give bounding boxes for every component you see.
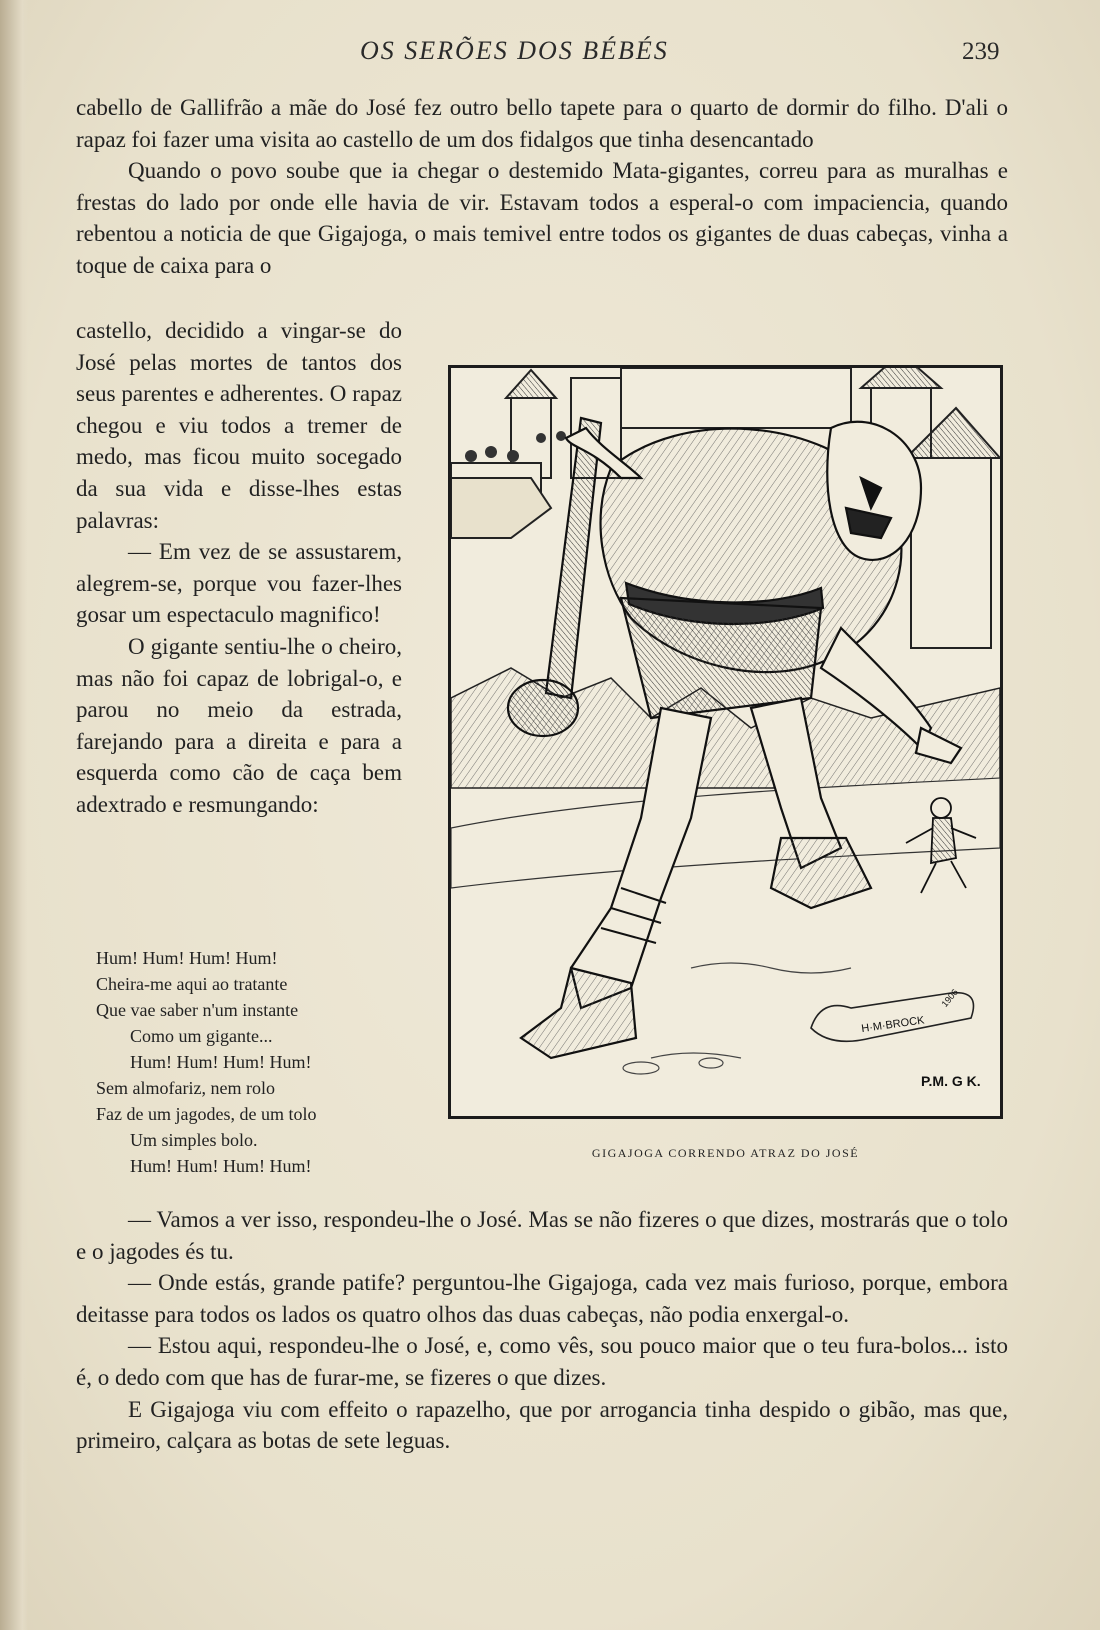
narrow-column-text	[76, 315, 402, 821]
paragraph-8: E Gigajoga viu com effeito o rapazelho, que por arrogancia tinha despido o gibão, mas que, primeiro, calçara as botas de sete leguas.	[76, 1396, 1008, 1454]
paragraph-7: — Estou aqui, respondeu-lhe o José, e, como vês, sou pouco maior que o teu fura-bolos... isto é, o dedo com que has de furar-me, se fizeres o que dizes.	[76, 1333, 1008, 1390]
banner-signature: H·M·BROCK	[860, 1014, 926, 1036]
verse-line: Hum! Hum! Hum! Hum!	[96, 948, 278, 968]
paragraph-2: Quando o povo soube que ia chegar o destemido Mata-gigantes, correu para as muralhas e frestas do lado por onde elle havia de vir. Estavam todos a esperal-o com impaciencia, quando rebentou a noticia de que Gigajoga, o mais temivel entre todos os gigantes de duas cabeças, vinha a toque de caixa para o	[76, 158, 1008, 278]
engraver-monogram: P.M. G K.	[921, 1073, 981, 1089]
verse-line: Hum! Hum! Hum! Hum!	[130, 1156, 312, 1176]
top-text-block	[76, 92, 1008, 282]
running-title: OS SERÕES DOS BÉBÉS	[360, 36, 669, 65]
verse-line: Hum! Hum! Hum! Hum!	[130, 1052, 312, 1072]
road	[451, 778, 1000, 888]
banner-year: 1906	[939, 987, 961, 1009]
illustration-caption: GIGAJOGA CORRENDO ATRAZ DO JOSÉ	[591, 1146, 860, 1160]
paragraph-6: — Onde estás, grande patife? perguntou-lhe Gigajoga, cada vez mais furioso, porque, embora deitasse para todos os lados os quatro olhos das duas cabeças, não podia enxergal-o.	[76, 1270, 1008, 1327]
verse-line: Que vae saber n'um instante	[96, 1000, 299, 1020]
paragraph-3: — Em vez de se assustarem, alegrem-se, porque vou fazer-lhes gosar um espectaculo magnifico!	[76, 539, 402, 628]
paragraph-2-continued: castello, decidido a vingar-se do José pelas mortes de tantos dos seus parentes e adherentes. O rapaz chegou e viu todos a tremer de medo, mas ficou muito socegado da sua vida e disse-lhes estas palavras:	[76, 318, 402, 533]
verse-line: Sem almofariz, nem rolo	[96, 1078, 275, 1098]
verse-line: Faz de um jagodes, de um tolo	[96, 1104, 317, 1124]
paragraph-1: cabello de Gallifrão a mãe do José fez outro bello tapete para o quarto de dormir do filho. D'ali o rapaz foi fazer uma visita ao castello de um dos fidalgos que tinha desencantado	[76, 95, 1008, 152]
giant-illustration	[448, 365, 1003, 1119]
bottom-text-block	[76, 1204, 1008, 1457]
paragraph-4: O gigante sentiu-lhe o cheiro, mas não foi capaz de lobrigal-o, e parou no meio da estrada, farejando para a direita e para a esquerda como cão de caça bem adextrado e resmungando:	[76, 633, 402, 817]
giant-engraving	[451, 368, 1000, 1116]
paragraph-5: — Vamos a ver isso, respondeu-lhe o José. Mas se não fizeres o que dizes, mostrarás que o tolo e o jagodes és tu.	[76, 1207, 1008, 1264]
signature-banner	[811, 987, 974, 1041]
giant-verse	[96, 945, 416, 1179]
verse-line: Como um gigante...	[130, 1026, 273, 1046]
page-number: 239	[962, 38, 1000, 65]
verse-line: Um simples bolo.	[130, 1130, 258, 1150]
binding-gutter	[0, 0, 28, 1630]
verse-line: Cheira-me aqui ao tratante	[96, 974, 288, 994]
